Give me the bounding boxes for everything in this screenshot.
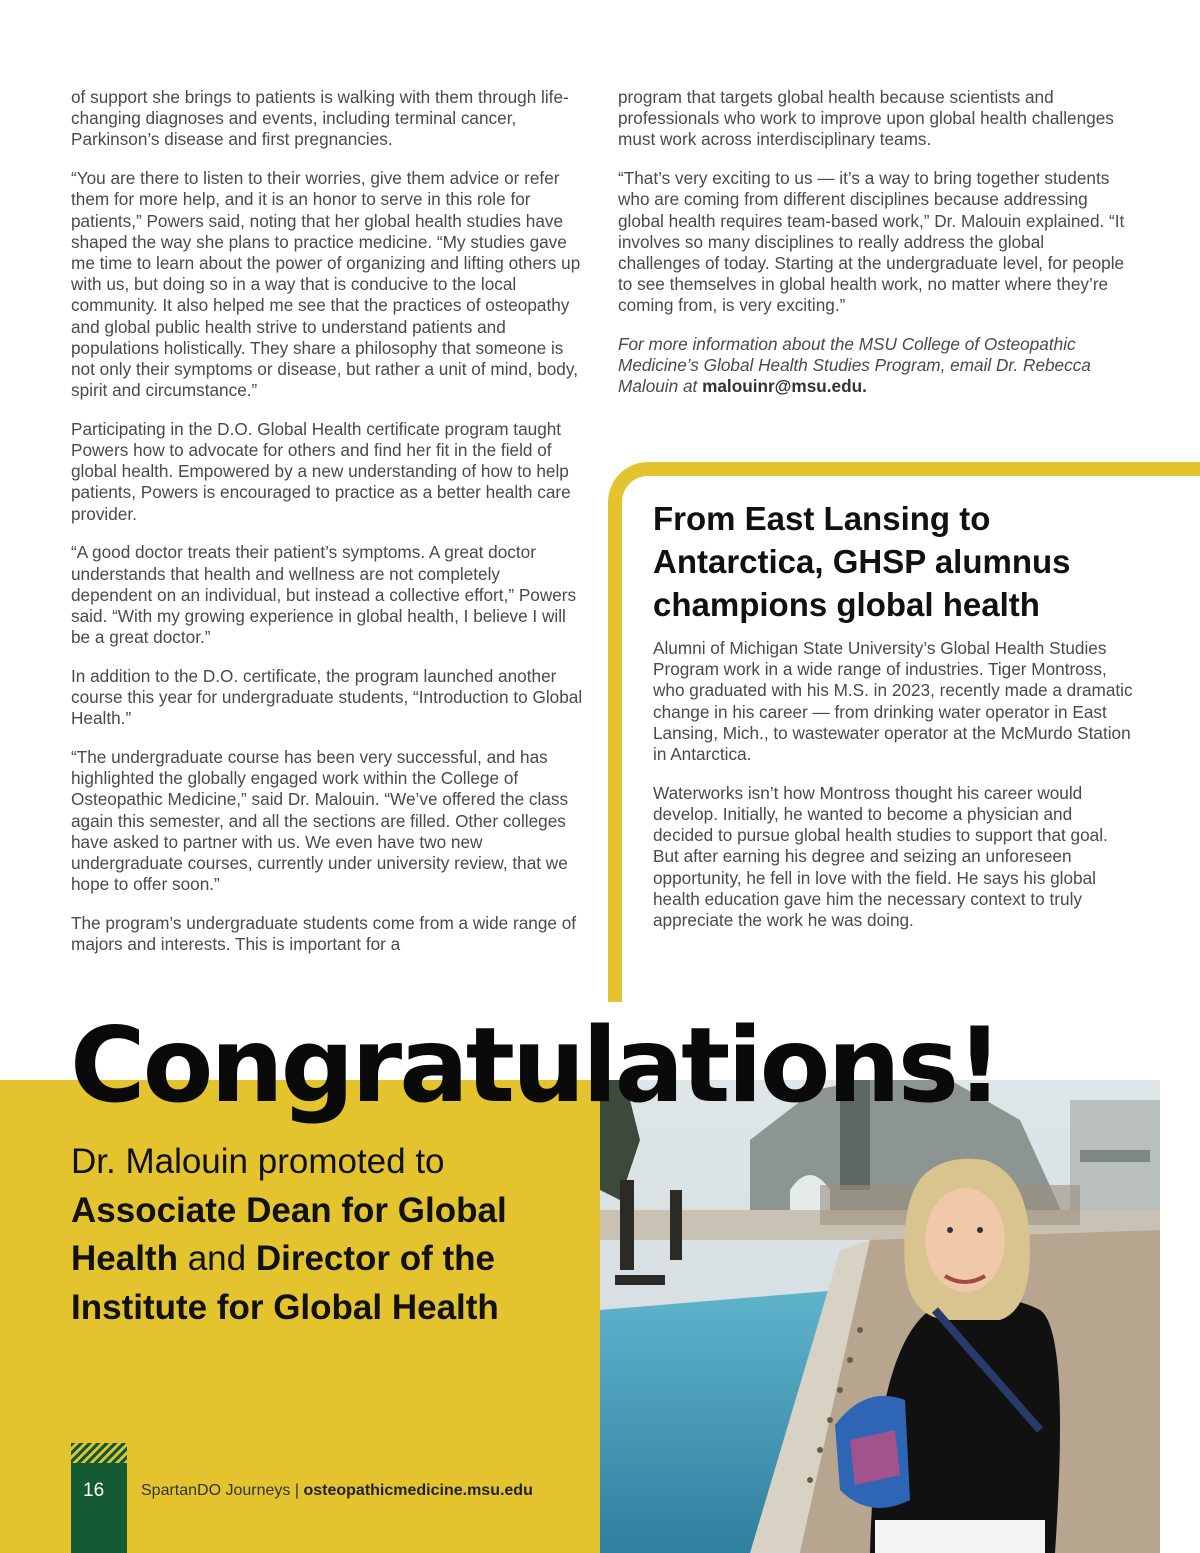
footer-separator: | xyxy=(294,1482,300,1499)
left-paragraph-1: of support she brings to patients is walking with them through life-changing diagnoses and events, including terminal cancer, Parkinson’s disease and first pregnancies. xyxy=(71,87,569,150)
contact-email-link[interactable]: malouinr@msu.edu. xyxy=(702,376,867,397)
right-paragraph-1: program that targets global health because scientists and professionals who work to improve upon global health challenges must work across interdisciplinary teams. xyxy=(618,87,1114,150)
promo-connector: and xyxy=(177,1239,256,1278)
stripe-marker xyxy=(71,1443,127,1463)
left-column xyxy=(71,87,586,973)
promo-line-1: Dr. Malouin promoted to xyxy=(71,1142,445,1181)
page-tab xyxy=(71,1463,127,1553)
portrait-photo xyxy=(600,1080,1160,1553)
sidebar-paragraph-2: Waterworks isn’t how Montross thought his career would develop. Initially, he wanted to become a physician and decided to pursue global health studies to support that goal. But after earning his degree and seizing an unforeseen opportunity, he fell in love with the field. He says his global health education gave him the necessary context to truly appreciate the work he was doing. xyxy=(653,782,1108,930)
sidebar-headline: From East Lansing to Antarctica, GHSP alumnus champions global health xyxy=(653,500,1071,623)
left-paragraph-6: “The undergraduate course has been very successful, and has highlighted the globally engaged work within the College of Osteopathic Medicine,” said Dr. Malouin. “We’ve offered the class again this semester, and all the sections are filled. Other colleges have asked to partner with us. We even have two new undergraduate courses, currently under university review, that we hope to offer soon.” xyxy=(71,746,569,895)
info-text: For more information about the MSU College of Osteopathic Medicine’s Global Health Studies Program, email Dr. Rebecca Malouin at xyxy=(618,334,1091,397)
right-paragraph-2: “That’s very exciting to us — it’s a way to bring together students who are coming from different disciplines because addressing global health requires team-based work,” Dr. Malouin explained. “It involves so many disciplines to really address the global challenges of today. Starting at the undergraduate level, for people to see themselves in global health work, no matter where they’re coming from, is very exciting.” xyxy=(618,168,1125,316)
promo-title-1: Associate Dean for Global Health xyxy=(71,1190,507,1278)
promo-title-2: Director of the Institute for Global Health xyxy=(71,1239,499,1327)
left-paragraph-2: “You are there to listen to their worries, give them advice or refer them for more help, and it is an honor to serve in this role for patients,” Powers said, noting that her global health studies have shaped the way she plans to practice medicine. “My studies gave me time to learn about the power of organizing and lifting others up with us, but doing so in a way that is conducive to the local community. It also helped me see that the practices of osteopathy and global public health strive to understand patients and populations holistically. They share a philosophy that someone is not only their symptoms or disease, but rather a unit of mind, body, spirit and circumstance.” xyxy=(71,168,581,401)
malouin-photo-illustration xyxy=(600,1080,1160,1553)
page-number: 16 xyxy=(83,1480,105,1501)
promotion-announcement xyxy=(71,1138,591,1332)
left-paragraph-4: “A good doctor treats their patient’s symptoms. A great doctor understands that health and wellness are not completely dependent on an individual, but instead a collective effort,” Powers said. “With my growing experience in global health, I believe I will be a great doctor.” xyxy=(71,542,577,648)
alumni-sidebar xyxy=(653,497,1133,949)
info-note xyxy=(618,334,1128,398)
congratulations-heading: Congratulations! xyxy=(70,1006,1000,1126)
footer xyxy=(141,1482,533,1500)
sidebar-paragraph-1: Alumni of Michigan State University’s Global Health Studies Program work in a wide range of industries. Tiger Montross, who graduated with his M.S. in 2023, recently made a dramatic change in his career — from drinking water operator in East Lansing, Mich., to wastewater operator at the McMurdo Station in Antarctica. xyxy=(653,638,1133,765)
right-column xyxy=(618,87,1128,415)
left-paragraph-7: The program’s undergraduate students come from a wide range of majors and interests. This is important for a xyxy=(71,912,577,955)
website-link[interactable]: osteopathicmedicine.msu.edu xyxy=(303,1482,533,1499)
left-paragraph-3: Participating in the D.O. Global Health certificate program taught Powers how to advocate for others and find her fit in the field of global health. Empowered by a new understanding of how to help patients, Powers is encouraged to practice as a better health care provider. xyxy=(71,418,571,524)
publication-name: SpartanDO Journeys xyxy=(141,1482,291,1499)
left-paragraph-5: In addition to the D.O. certificate, the program launched another course this year for undergraduate students, “Introduction to Global Health.” xyxy=(71,665,583,729)
